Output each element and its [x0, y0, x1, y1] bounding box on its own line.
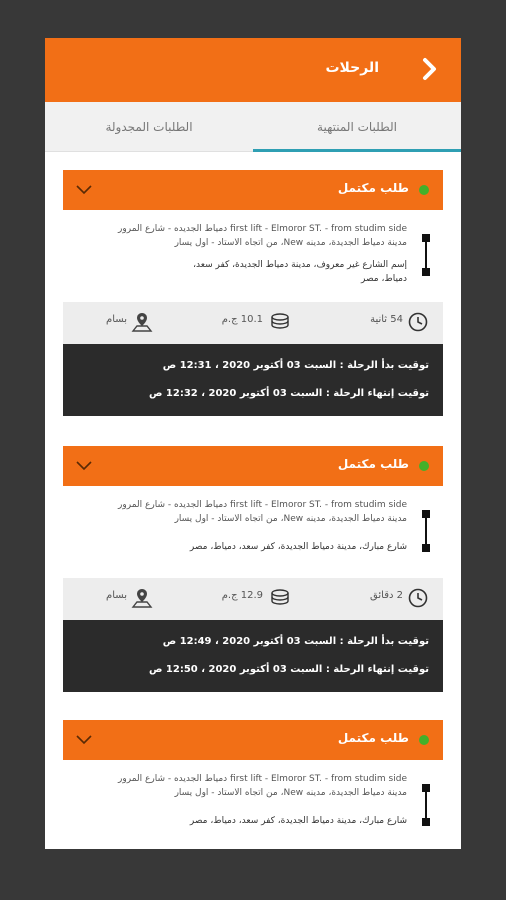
trip-route: [63, 486, 443, 578]
driver-map-icon: [131, 587, 153, 609]
chevron-down-icon[interactable]: [75, 182, 93, 198]
coins-icon: [269, 587, 291, 609]
trip-meta: [63, 578, 443, 620]
app-screen: [45, 38, 461, 849]
trip-duration: 54 ثانية: [370, 314, 403, 325]
status-dot-icon: [419, 185, 429, 195]
status-dot-icon: [419, 735, 429, 745]
route-line: [425, 236, 427, 272]
dropoff-address-line: إسم الشارع غير معروف، مدينة دمياط الجديدة، كفر سعد،: [193, 260, 407, 270]
pickup-address-line: first lift - Elmoror ST. - from studim side دمياط الجديده - شارع المرور: [118, 774, 407, 784]
trip-route: [63, 210, 443, 302]
trip-end-time: توقيت إنتهاء الرحلة : السبت 03 أكتوبر 2020 ، 12:50 ص: [148, 664, 429, 675]
trip-meta: [63, 302, 443, 344]
trip-times: [63, 620, 443, 692]
dropoff-marker-icon: [422, 544, 430, 552]
driver-map-icon: [131, 311, 153, 333]
trip-duration: 2 دقائق: [370, 590, 403, 601]
trip-status: طلب مكتمل: [337, 457, 409, 471]
back-chevron-icon[interactable]: [417, 54, 443, 84]
trip-route: [63, 760, 443, 849]
trip-start-time: توقيت بدأ الرحلة : السبت 03 أكتوبر 2020 ، 12:49 ص: [162, 636, 429, 647]
driver-name: بسام: [106, 590, 127, 601]
coins-icon: [269, 311, 291, 333]
dropoff-address-line: دمياط، مصر: [361, 274, 407, 284]
pickup-address-line: first lift - Elmoror ST. - from studim side دمياط الجديده - شارع المرور: [118, 224, 407, 234]
page-title: الرحلات: [325, 60, 379, 76]
dropoff-address-line: شارع مبارك، مدينة دمياط الجديدة، كفر سعد، دمياط، مصر: [189, 816, 407, 826]
pickup-address-line: مدينة دمياط الجديدة، مدينه New، من اتجاه الاستاد - اول يسار: [174, 788, 407, 798]
app-bar: [45, 38, 461, 102]
trip-card[interactable]: [63, 170, 443, 416]
trip-end-time: توقيت إنتهاء الرحلة : السبت 03 أكتوبر 2020 ، 12:32 ص: [148, 388, 429, 399]
trip-card-header[interactable]: [63, 170, 443, 210]
chevron-down-icon[interactable]: [75, 732, 93, 748]
tab-bar: [45, 102, 461, 152]
trip-card-header[interactable]: [63, 720, 443, 760]
pickup-address-line: مدينة دمياط الجديدة، مدينه New، من اتجاه الاستاد - اول يسار: [174, 514, 407, 524]
chevron-down-icon[interactable]: [75, 458, 93, 474]
tab-active-indicator: [253, 149, 461, 152]
status-dot-icon: [419, 461, 429, 471]
trip-card[interactable]: [63, 446, 443, 692]
dropoff-marker-icon: [422, 818, 430, 826]
trip-card-header[interactable]: [63, 446, 443, 486]
trip-start-time: توقيت بدأ الرحلة : السبت 03 أكتوبر 2020 ، 12:31 ص: [162, 360, 429, 371]
clock-icon: [407, 311, 429, 333]
route-line: [425, 786, 427, 822]
trip-times: [63, 344, 443, 416]
trip-fare: 10.1 ج.م: [221, 314, 263, 325]
clock-icon: [407, 587, 429, 609]
tab-scheduled-orders[interactable]: الطلبات المجدولة: [105, 120, 193, 134]
tab-finished-orders[interactable]: الطلبات المنتهية: [317, 120, 397, 134]
driver-name: بسام: [106, 314, 127, 325]
pickup-address-line: first lift - Elmoror ST. - from studim side دمياط الجديده - شارع المرور: [118, 500, 407, 510]
trip-status: طلب مكتمل: [337, 731, 409, 745]
pickup-address-line: مدينة دمياط الجديدة، مدينه New، من اتجاه الاستاد - اول يسار: [174, 238, 407, 248]
dropoff-marker-icon: [422, 268, 430, 276]
trip-fare: 12.9 ج.م: [221, 590, 263, 601]
trip-status: طلب مكتمل: [337, 181, 409, 195]
dropoff-address-line: شارع مبارك، مدينة دمياط الجديدة، كفر سعد، دمياط، مصر: [189, 542, 407, 552]
route-line: [425, 512, 427, 548]
trip-card[interactable]: [63, 720, 443, 849]
